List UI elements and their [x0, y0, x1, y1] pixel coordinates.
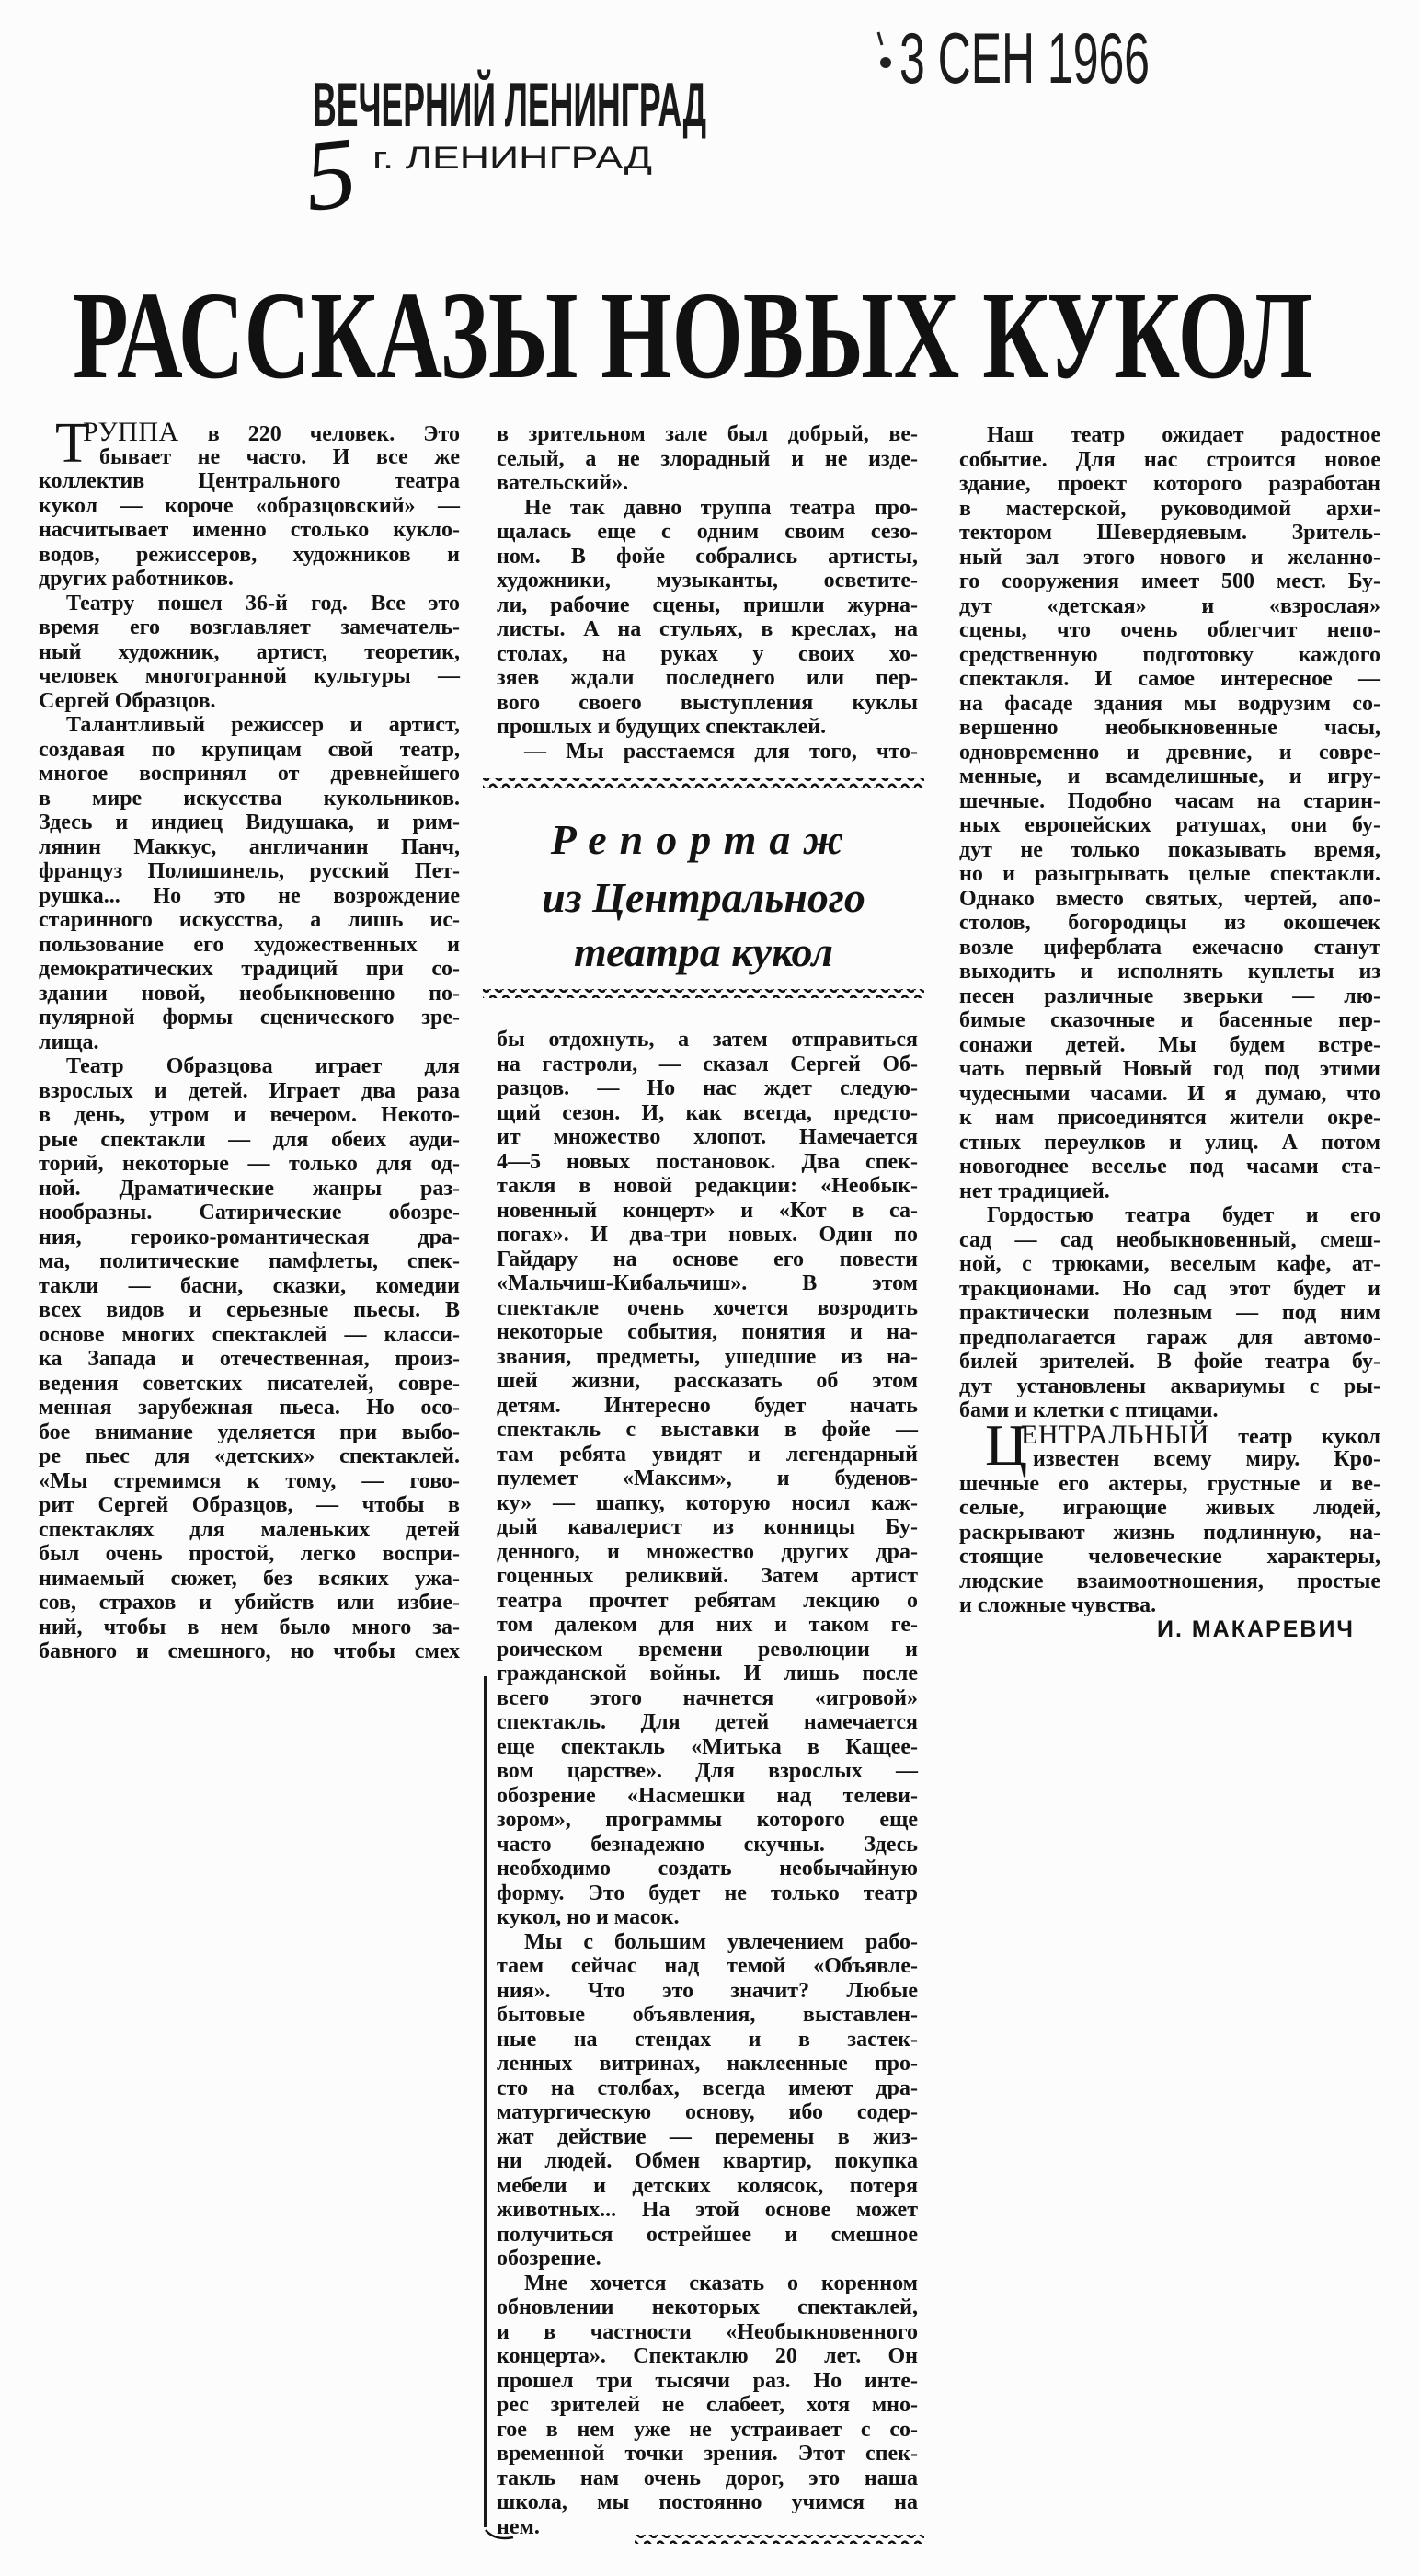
text-line: на фасаде здания мы водрузим со-: [959, 691, 1380, 716]
text-line: менные, и всамделишные, и игру-: [959, 765, 1380, 788]
text-line: зором», программы которого еще: [497, 1808, 918, 1832]
paragraph: [497, 496, 918, 740]
text-line: шечные. Подобно часам на старин-: [959, 788, 1380, 813]
text-line: нообразны. Сатирические обозре-: [39, 1201, 460, 1225]
text-line: Гордостью театра будет и его: [987, 1203, 1380, 1227]
text-line: селые, играющие живых людей,: [959, 1496, 1380, 1520]
text-line: пулемет «Максим», и буденов-: [497, 1466, 918, 1490]
text-line: бытовые объявления, выставлен-: [497, 2003, 918, 2027]
text-line: всех видов и серьезные пьесы. В: [39, 1298, 460, 1322]
text-line: бимые сказочные и басенные пер-: [959, 1008, 1380, 1032]
paragraph: [39, 412, 460, 592]
paragraph: [959, 423, 1380, 1203]
line-text: театр кукол: [1208, 1424, 1380, 1449]
text-line: селый, а не злорадный и не изде-: [497, 446, 918, 471]
text-line: роическом времени революции и: [497, 1637, 918, 1662]
text-line: столов, богородицы из окошечек: [959, 911, 1380, 935]
text-line: денного, и множество других дра-: [497, 1539, 918, 1564]
text-line: листы. А на стульях, в креслах, на: [497, 617, 918, 641]
text-line: «Мы стремимся к тому, — гово-: [39, 1468, 460, 1493]
text-line: здание, проект которого разработан: [959, 472, 1380, 496]
text-line: к нам присоединятся жители окре-: [959, 1106, 1380, 1130]
text-line: других работников.: [39, 567, 234, 591]
text-line: стоящие человеческие характеры,: [959, 1545, 1380, 1569]
text-line: ит множество хлопот. Намечается: [497, 1125, 918, 1149]
text-line: «Мальчиш-Кибальчиш». В этом: [497, 1271, 918, 1295]
text-line: вершенно необыкновенные часы,: [959, 716, 1380, 740]
text-line: жат действие — перемены в жиз-: [497, 2124, 918, 2149]
text-line: сто на столбах, всегда имеют дра-: [497, 2076, 918, 2100]
text-line: такля в новой редакции: «Необык-: [497, 1174, 918, 1198]
text-line: песен различные зверьки — лю-: [959, 983, 1380, 1008]
ink-blot-icon: [880, 57, 891, 68]
text-line: получиться острейшее и смешное: [497, 2222, 918, 2247]
text-line: временной точки зрения. Этот спек-: [497, 2442, 918, 2466]
text-line: рит Сергей Образцов, — чтобы в: [39, 1493, 460, 1517]
text-line: часто безнадежно скучны. Здесь: [497, 1832, 918, 1857]
text-line: такль нам очень дорог, это наша: [497, 2466, 918, 2490]
text-line: лища.: [39, 1029, 99, 1054]
text-line: всего этого начнется «игровой»: [497, 1685, 918, 1710]
text-line: Мы с большим увлечением рабо-: [524, 1929, 918, 1954]
text-line: рес зрителей не слабеет, хотя мно-: [497, 2393, 918, 2417]
text-line: новогоднее веселье под часами ста-: [959, 1155, 1380, 1179]
text-line: раскрывают жизнь подлинную, на-: [959, 1520, 1380, 1545]
text-line: рушка... Но это не возрождение: [39, 883, 460, 908]
text-line: Театр Образцова играет для: [66, 1054, 460, 1078]
text-line: нет традицией.: [959, 1179, 1110, 1203]
text-line: предполагается гараж для автомо-: [959, 1325, 1380, 1350]
column-1: [39, 412, 460, 1664]
text-line: ный художник, артист, теоретик,: [39, 639, 460, 664]
text-line: средственную подготовку каждого: [959, 642, 1380, 667]
ink-mark-icon: [878, 32, 882, 45]
text-line: демократических традиций при со-: [39, 957, 460, 981]
text-line: ни людей. Обмен квартир, покупка: [497, 2149, 918, 2173]
text-line: вательский».: [497, 471, 629, 495]
text-line: вом царстве». Для взрослых —: [497, 1759, 918, 1783]
stamp-date: 3 СЕН 1966: [899, 17, 1150, 98]
rubric-line-3: театра кукол: [573, 928, 834, 975]
text-line: щий сезон. И, как всегда, предсто-: [497, 1100, 918, 1125]
text-line: прошел три тысячи раз. Но инте-: [497, 2368, 918, 2393]
text-line: торий, некоторые — только для од-: [39, 1152, 460, 1176]
text-line: концерта». Спектаклю 20 лет. Он: [497, 2344, 918, 2368]
text-line: столах, на руках у своих хо-: [497, 641, 918, 666]
paragraph: [959, 1411, 1380, 1618]
text-line: бое внимание уделяется при выбо-: [39, 1420, 460, 1444]
paragraph: [497, 740, 918, 765]
text-line: кукол, но и масок.: [497, 1905, 680, 1929]
text-line: звания, предметы, ушедшие из на-: [497, 1344, 918, 1369]
text-line: Наш театр ожидает радостное: [987, 423, 1380, 447]
text-line: сцены, что очень облегчит непо-: [959, 618, 1380, 642]
lead-caps: ЕНТРАЛЬНЫЙ: [1021, 1419, 1209, 1450]
text-line: таем сейчас над темой «Объявле-: [497, 1954, 918, 1978]
text-line: сов, страхов и убийств или избие-: [39, 1591, 460, 1615]
wavy-rule-bottom: [483, 989, 924, 998]
column-2-top: [497, 422, 918, 764]
text-line: на гастроли, — сказал Сергей Об-: [497, 1052, 918, 1076]
text-line: водов, режиссеров, художников и: [39, 542, 460, 567]
text-line: бавного и смешного, но чтобы смех: [39, 1639, 460, 1663]
text-line: ный зал этого нового и желанно-: [959, 545, 1380, 569]
text-line: обозрение.: [497, 2247, 601, 2271]
text-line: дут «детская» и «взрослая»: [959, 593, 1380, 618]
text-line: француз Полишинель, русский Пет-: [39, 859, 460, 883]
text-line: Театру пошел 36-й год. Все это: [66, 591, 460, 615]
text-line: событие. Для нас строится новое: [959, 447, 1380, 472]
text-line: гражданской войны. И лишь после: [497, 1662, 918, 1685]
text-line: шей жизни, рассказать об этом: [497, 1369, 918, 1393]
text-line: — Мы расстаемся для того, что-: [524, 739, 918, 764]
text-line: детям. Интересно будет начать: [497, 1393, 918, 1418]
paragraph: [497, 422, 918, 496]
text-line: Гайдару на основе его повести: [497, 1247, 918, 1271]
text-line: зяев ждали последнего или пер-: [497, 666, 918, 690]
text-line: животных... На этой основе может: [497, 2198, 918, 2222]
rubric-line-2: из Центрального: [542, 874, 865, 921]
text-line: в день, утром и вечером. Некото-: [39, 1103, 460, 1127]
text-line: обновлении некоторых спектаклей,: [497, 2295, 918, 2319]
text-line: тектором Шевердяевым. Зритель-: [959, 521, 1380, 545]
text-line: ка Запада и отечественная, произ-: [39, 1347, 460, 1371]
text-line: матургическую основу, ибо содер-: [497, 2100, 918, 2124]
text-line: Сергей Образцов.: [39, 688, 216, 713]
text-line: еще спектакль «Митька в Кащее-: [497, 1734, 918, 1759]
byline-author: И. МАКАРЕВИЧ: [1157, 1616, 1355, 1642]
text-line: школа, мы постоянно учимся на: [497, 2490, 918, 2514]
text-line: го сооружения имеет 500 мест. Бу-: [959, 569, 1380, 593]
text-line: 4—5 новых постановок. Два спек-: [497, 1149, 918, 1174]
text-line: некоторые события, понятия и на-: [497, 1320, 918, 1344]
text-line: выходить и исполнять куплеты из: [959, 960, 1380, 983]
text-line: ном. В фойе собрались артисты,: [497, 544, 918, 569]
text-line: Талантливый режиссер и артист,: [66, 713, 460, 737]
text-line: разцов. — Но нас ждет следую-: [497, 1076, 918, 1100]
text-line: ной, с трюками, веселым кафе, ат-: [959, 1252, 1380, 1276]
text-line: билей зрителей. В фойе театра бу-: [959, 1350, 1380, 1374]
text-line: кукол — короче «образцовский» —: [39, 493, 460, 518]
text-line: погах». И два-три новых. Один по: [497, 1223, 918, 1247]
drop-cap: Ц: [985, 1411, 1028, 1478]
text-line: в мастерской, руководимой архи-: [959, 496, 1380, 521]
text-line: взрослых и детей. Играет два раза: [39, 1078, 460, 1103]
paragraph: [39, 713, 460, 1054]
text-line: ния». Что это значит? Любые: [497, 1978, 918, 2003]
text-line: ку» — шапку, которую носил каж-: [497, 1490, 918, 1515]
text-line: ленных витринах, наклеенные про-: [497, 2052, 918, 2076]
paragraph: [959, 1203, 1380, 1423]
text-line: людские взаимоотношения, простые: [959, 1569, 1380, 1593]
text-line: вого своего выступления куклы: [497, 690, 918, 715]
text-line: в зрительном зале был добрый, ве-: [497, 422, 918, 446]
text-line: ре пьес для «детских» спектаклей.: [39, 1444, 460, 1468]
paragraph: [39, 592, 460, 714]
text-line: там ребята увидят и легендарный: [497, 1442, 918, 1466]
text-line: и в частности «Необыкновенного: [497, 2319, 918, 2344]
paragraph: [497, 2271, 918, 2540]
text-line: спектакль. Для детей намечается: [497, 1710, 918, 1734]
text-line: возле циферблата ежечасно станут: [959, 935, 1380, 960]
text-line: многое воспринял от древнейшего: [39, 762, 460, 786]
paragraph: [39, 1054, 460, 1664]
text-line: ных европейских ратушах, они бу-: [959, 813, 1380, 837]
paragraph: [497, 1930, 918, 2271]
text-line: ведения советских писателей, совре-: [39, 1371, 460, 1396]
text-line: бы отдохнуть, а затем отправиться: [497, 1028, 918, 1052]
text-line: человек многогранной культуры —: [39, 664, 460, 688]
text-line: ли, рабочие сцены, пришли журна-: [497, 592, 918, 617]
column-rule: [484, 1676, 487, 2527]
text-line: время его возглавляет замечатель-: [39, 615, 460, 639]
text-line: ний, чтобы в нем было много за-: [39, 1615, 460, 1639]
text-line: старинного искусства, а лишь ис-: [39, 908, 460, 932]
text-line: и сложные чувства.: [959, 1593, 1157, 1617]
text-line: известен всему миру. Кро-: [1033, 1447, 1380, 1471]
text-line: бывает не часто. И все же: [99, 444, 460, 469]
text-line: Однако вместо святых, чертей, апо-: [959, 886, 1380, 911]
stamp-newspaper-name: ВЕЧЕРНИЙ ЛЕНИНГРАД: [313, 70, 1064, 140]
text-line: новенный концерт» и «Кот в са-: [497, 1198, 918, 1223]
line-text: в 220 человек. Это: [178, 422, 460, 446]
text-line: практически полезным — под ним: [959, 1301, 1380, 1325]
text-line: тракционами. Но сад этот будет и: [959, 1276, 1380, 1301]
column-2-bottom: [497, 1028, 918, 2539]
drop-cap: Т: [55, 412, 90, 475]
text-line: насчитывает именно столько кукло-: [39, 518, 460, 542]
text-line: прошлых и будущих спектаклей.: [497, 715, 827, 739]
text-line: дый кавалерист из конницы Бу-: [497, 1515, 918, 1539]
text-line: ния, героико-романтическая дра-: [39, 1225, 460, 1249]
newspaper-stamp: [299, 69, 1064, 233]
column-3: [959, 423, 1380, 1618]
headline: РАССКАЗЫ НОВЫХ КУКОЛ: [73, 267, 1312, 405]
text-line: театра прочтет ребятам лекцию о: [497, 1588, 918, 1613]
text-line: Не так давно труппа театра про-: [524, 495, 918, 520]
text-line: лянин Маккус, англичанин Панч,: [39, 834, 460, 859]
text-line: основе многих спектаклей — класси-: [39, 1322, 460, 1347]
text-line: чудесными часами. И я думаю, что: [959, 1081, 1380, 1106]
text-line: шечные его актеры, грустные и ве-: [959, 1471, 1380, 1496]
text-line: ма, политические памфлеты, спек-: [39, 1249, 460, 1273]
text-line: спектакля. И самое интересное —: [959, 667, 1380, 691]
text-line: спектакль с выставки в фойе —: [497, 1418, 918, 1442]
text-line: том далеком для них и таком ге-: [497, 1613, 918, 1637]
date-stamp: [878, 17, 1150, 98]
text-line: гоценных реликвий. Затем артист: [497, 1564, 918, 1588]
paragraph: [497, 1028, 918, 1930]
text-line: но и разыгрывать целые спектакли.: [959, 862, 1380, 886]
text-line: мебели и детских колясок, потеря: [497, 2173, 918, 2198]
text-line: создавая по крупицам свой театр,: [39, 737, 460, 762]
text-line: здании новой, необыкновенно по-: [39, 981, 460, 1006]
text-line: стных переулков и улиц. А потом: [959, 1130, 1380, 1155]
text-line: пулярной формы сценического зре-: [39, 1006, 460, 1029]
text-line: спектакле очень хочется возродить: [497, 1295, 918, 1320]
text-line: [39, 417, 460, 447]
text-line: обозрение «Насмешки над телеви-: [497, 1783, 918, 1808]
text-line: нем.: [497, 2514, 540, 2539]
text-line: чать первый Новый год под этими: [959, 1057, 1380, 1081]
text-line: необходимо создать необычайную: [497, 1857, 918, 1880]
text-line: бами и клетки с птицами.: [959, 1398, 1219, 1422]
text-line: сад — сад необыкновенный, смеш-: [959, 1227, 1380, 1252]
stamp-city: г. ЛЕНИНГРАД: [372, 141, 652, 176]
text-line: коллектив Центрального театра: [39, 469, 460, 493]
text-line: дут установлены аквариумы с ры-: [959, 1374, 1380, 1398]
handwritten-mark: 5: [299, 115, 362, 233]
text-line: щалась еще с одним своим сезо-: [497, 520, 918, 544]
text-line: был очень простой, легко воспри-: [39, 1542, 460, 1566]
text-line: дут не только показывать время,: [959, 837, 1380, 862]
text-line: ной. Драматические жанры раз-: [39, 1176, 460, 1201]
text-line: такли — басни, сказки, комедии: [39, 1273, 460, 1298]
rubric-line-1: Репортаж: [550, 816, 857, 863]
text-line: одновременно и древние, и совре-: [959, 740, 1380, 765]
text-line: пользование его художественных и: [39, 932, 460, 957]
text-line: форму. Это будет не только театр: [497, 1880, 918, 1905]
text-line: Здесь и индиец Видушака, и рим-: [39, 811, 460, 834]
text-line: гое в нем уже не устраивает с со-: [497, 2417, 918, 2442]
text-line: нимаемый сюжет, без всяких ужа-: [39, 1566, 460, 1591]
text-line: Мне хочется сказать о коренном: [524, 2271, 918, 2295]
text-line: спектаклях для маленьких детей: [39, 1517, 460, 1542]
text-line: рые спектакли — для обеих ауди-: [39, 1127, 460, 1152]
text-line: ные на стендах и в застек-: [497, 2027, 918, 2052]
text-line: в мире искусства кукольников.: [39, 786, 460, 811]
text-line: художники, музыканты, осветите-: [497, 569, 918, 592]
text-line: сонажи детей. Мы будем встре-: [959, 1032, 1380, 1057]
lead-caps: РУППА: [83, 417, 179, 447]
wavy-rule-top: [483, 778, 924, 788]
text-line: менная зарубежная пьеса. Но осо-: [39, 1396, 460, 1420]
